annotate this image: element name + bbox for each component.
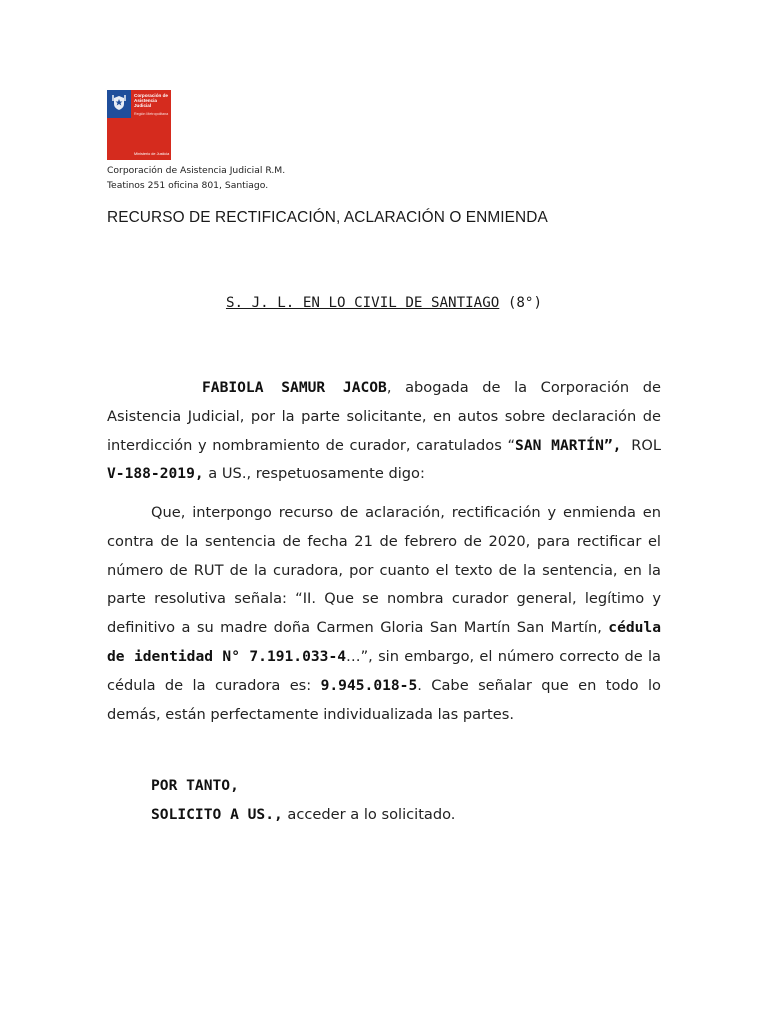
court-heading xyxy=(0,295,768,311)
office-address: Teatinos 251 oficina 801, Santiago. xyxy=(107,179,269,191)
logo-tagline: Región Metropolitana xyxy=(134,112,169,116)
intro-text-a: , abogada de la Corporación de Asistencia Judicial, por la parte solicitante, en autos sobre declaración de interdicción y nombramiento de curador, caratulados “ xyxy=(107,379,662,454)
logo-left-band xyxy=(107,90,131,160)
paragraph-introduction xyxy=(107,374,661,489)
court-number: (8°) xyxy=(499,295,543,311)
closing-section xyxy=(151,771,455,829)
logo-org-text: Corporación de Asistencia Judicial xyxy=(134,93,168,109)
office-name: Corporación de Asistencia Judicial R.M. xyxy=(107,165,286,176)
document-title: RECURSO DE RECTIFICACIÓN, ACLARACIÓN O ENMIENDA xyxy=(107,209,548,226)
paragraph-request xyxy=(107,499,661,729)
intro-text-b: ROL xyxy=(631,436,661,454)
lawyer-name: FABIOLA SAMUR JACOB xyxy=(202,379,387,396)
request-text-b: …”, sin embargo, el número correcto de la cédula de la curadora es: xyxy=(107,647,661,694)
office-info xyxy=(107,164,285,193)
solicito-label: SOLICITO A US., xyxy=(151,806,283,823)
por-tanto: POR TANTO, xyxy=(151,777,239,794)
intro-text-c: a US., respetuosamente digo: xyxy=(203,465,425,483)
logo-red-panel xyxy=(131,90,171,160)
solicito-text: acceder a lo solicitado. xyxy=(282,806,456,823)
request-text-c: . Cabe señalar que en todo lo demás, están perfectamente individualizada las partes. xyxy=(107,676,661,723)
solicito-line xyxy=(151,800,455,829)
court-name: S. J. L. EN LO CIVIL DE SANTIAGO xyxy=(225,295,500,311)
coat-of-arms-icon xyxy=(110,93,128,113)
case-name: SAN MARTÍN”, xyxy=(515,436,632,454)
institution-logo xyxy=(107,90,171,160)
correct-id-number: 9.945.018-5 xyxy=(320,676,418,694)
case-rol: V-188-2019, xyxy=(107,465,204,483)
request-text-a: Que, interpongo recurso de aclaración, rectificación y enmienda en contra de la sentencia de fecha 21 de febrero de 2020, para rectificar el número de RUT de la curadora, por cuanto el texto de la sentencia, en la parte resolutiva señala: “II. Que se nombra curador general, legítimo y definitivo a su madre doña Carmen Gloria San Martín San Martín, xyxy=(107,504,661,637)
logo-ministry-text: Ministerio de Justicia xyxy=(134,151,170,156)
logo-blue-block xyxy=(107,90,131,118)
wrong-id-number: cédula de identidad N° 7.191.033-4 xyxy=(107,619,661,665)
logo-red-block-low xyxy=(107,118,131,160)
